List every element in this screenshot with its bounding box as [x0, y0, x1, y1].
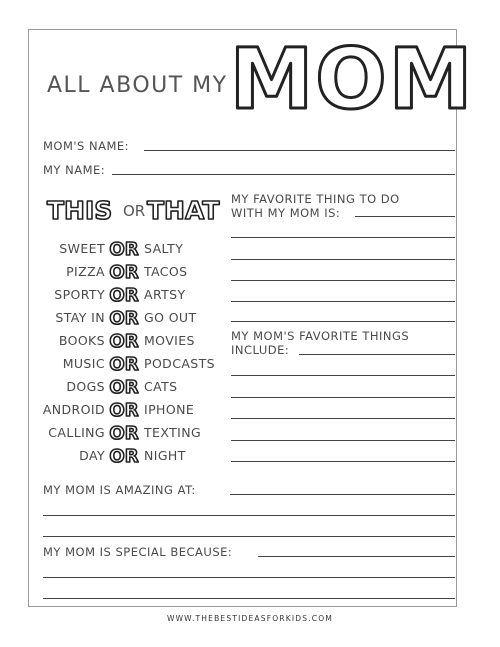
- favorite-things-prompt-line1: MY MOM'S FAVORITE THINGS: [231, 329, 410, 343]
- or-badge: [108, 445, 140, 465]
- this-or-that-row: [40, 422, 230, 442]
- amazing-at-line[interactable]: [43, 515, 455, 516]
- or-badge-text: OR: [109, 331, 139, 352]
- this-or-that-row: [40, 376, 230, 396]
- favorite-things-line[interactable]: [231, 440, 455, 441]
- option-right[interactable]: TACOS: [144, 264, 188, 279]
- or-badge-text: OR: [109, 400, 139, 421]
- favorite-thing-prompt-line2: WITH MY MOM IS:: [231, 206, 341, 220]
- option-left[interactable]: BOOKS: [58, 333, 105, 348]
- option-left[interactable]: SPORTY: [54, 287, 105, 302]
- or-word: OR: [123, 202, 146, 220]
- option-left[interactable]: PIZZA: [66, 264, 105, 279]
- option-left[interactable]: SWEET: [59, 241, 105, 256]
- option-right[interactable]: ARTSY: [144, 287, 186, 302]
- or-badge: [108, 399, 140, 419]
- special-because-line[interactable]: [43, 577, 455, 578]
- or-badge-text: OR: [109, 285, 139, 306]
- option-left[interactable]: MUSIC: [62, 356, 105, 371]
- option-left[interactable]: CALLING: [48, 425, 105, 440]
- or-badge-text: OR: [109, 239, 139, 260]
- this-or-that-row: [40, 307, 230, 327]
- option-right[interactable]: TEXTING: [144, 425, 202, 440]
- amazing-at-prompt: MY MOM IS AMAZING AT:: [43, 483, 196, 497]
- or-badge-text: OR: [109, 377, 139, 398]
- my-name-line[interactable]: [112, 174, 455, 175]
- this-or-that-row: [40, 261, 230, 281]
- this-word: THIS: [47, 196, 113, 225]
- this-or-that-row: [40, 353, 230, 373]
- page-title: ALL ABOUT MY: [47, 73, 228, 98]
- option-left[interactable]: STAY IN: [55, 310, 105, 325]
- this-or-that-row: [40, 284, 230, 304]
- favorite-thing-line[interactable]: [231, 321, 455, 322]
- or-badge-text: OR: [109, 354, 139, 375]
- footer-website: WWW.THEBESTIDEASFORKIDS.COM: [166, 614, 334, 623]
- or-badge: [108, 284, 140, 304]
- amazing-at-line[interactable]: [43, 536, 455, 537]
- or-badge-text: OR: [109, 308, 139, 329]
- option-left[interactable]: DOGS: [66, 379, 105, 394]
- option-left[interactable]: DAY: [79, 448, 105, 463]
- option-right[interactable]: PODCASTS: [144, 356, 215, 371]
- this-or-that-row: [40, 238, 230, 258]
- or-badge-text: OR: [109, 262, 139, 283]
- mom-logo: [229, 30, 475, 128]
- favorite-things-prompt-line2: INCLUDE:: [231, 343, 290, 357]
- or-badge-text: OR: [109, 423, 139, 444]
- special-because-prompt: MY MOM IS SPECIAL BECAUSE:: [43, 545, 233, 559]
- this-or-that-row: [40, 445, 230, 465]
- my-name-label: MY NAME:: [43, 163, 106, 177]
- or-badge: [108, 307, 140, 327]
- favorite-thing-line[interactable]: [231, 301, 455, 302]
- mom-logo-text: MOM: [229, 30, 475, 128]
- mom-name-label: MOM'S NAME:: [43, 139, 130, 153]
- or-badge: [108, 422, 140, 442]
- mom-name-line[interactable]: [144, 150, 455, 151]
- this-or-that-row: [40, 399, 230, 419]
- option-right[interactable]: GO OUT: [144, 310, 197, 325]
- this-or-that-row: [40, 330, 230, 350]
- special-because-line[interactable]: [43, 598, 455, 599]
- favorite-thing-line[interactable]: [231, 259, 455, 260]
- favorite-thing-line[interactable]: [231, 237, 455, 238]
- or-badge: [108, 330, 140, 350]
- that-word: THAT: [147, 196, 220, 225]
- or-badge: [108, 353, 140, 373]
- favorite-thing-line[interactable]: [231, 280, 455, 281]
- this-or-that-heading: [47, 194, 222, 224]
- or-badge: [108, 376, 140, 396]
- option-right[interactable]: MOVIES: [144, 333, 195, 348]
- favorite-things-line[interactable]: [231, 418, 455, 419]
- favorite-things-line[interactable]: [231, 375, 455, 376]
- favorite-thing-prompt-line1: MY FAVORITE THING TO DO: [231, 192, 400, 206]
- favorite-things-line[interactable]: [231, 397, 455, 398]
- option-right[interactable]: NIGHT: [144, 448, 186, 463]
- option-right[interactable]: IPHONE: [144, 402, 195, 417]
- favorite-thing-line[interactable]: [355, 216, 455, 217]
- amazing-at-line[interactable]: [230, 494, 455, 495]
- option-right[interactable]: CATS: [144, 379, 178, 394]
- favorite-things-line[interactable]: [231, 461, 455, 462]
- option-right[interactable]: SALTY: [144, 241, 184, 256]
- or-badge: [108, 238, 140, 258]
- option-left[interactable]: ANDROID: [42, 402, 105, 417]
- or-badge-text: OR: [109, 446, 139, 467]
- or-badge: [108, 261, 140, 281]
- favorite-things-line[interactable]: [299, 354, 455, 355]
- special-because-line[interactable]: [258, 556, 455, 557]
